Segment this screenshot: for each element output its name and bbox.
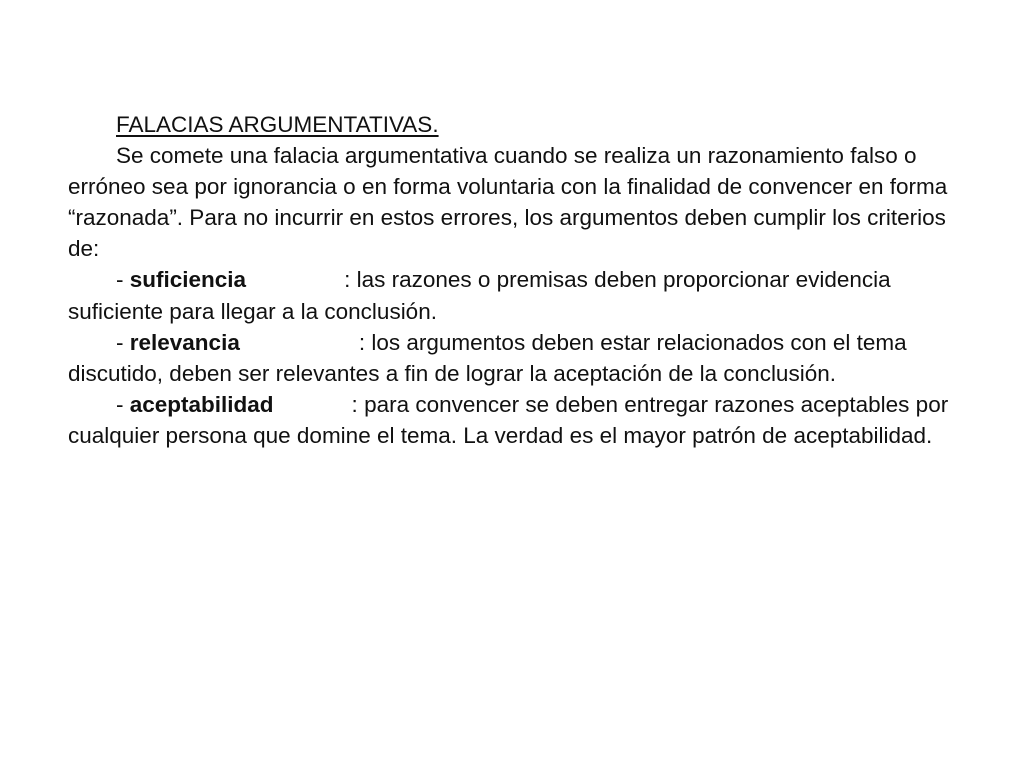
criterion-term: relevancia bbox=[129, 329, 240, 355]
criterion-prefix: - bbox=[116, 267, 130, 293]
criterion-prefix: - bbox=[116, 391, 130, 417]
criterion-term: suficiencia bbox=[129, 267, 247, 293]
criterion-suficiencia bbox=[68, 264, 968, 326]
criterion-separator: : bbox=[358, 329, 372, 355]
slide-title-paragraph bbox=[68, 109, 968, 140]
criterion-term: aceptabilidad bbox=[129, 391, 274, 417]
criterion-relevancia bbox=[68, 327, 968, 389]
intro-paragraph: Se comete una falacia argumentativa cuando se realiza un razonamiento falso o erróneo sea por ignorancia o en forma voluntaria con la finalidad de convencer en forma “razonada”. Para no incurrir en estos errores, los argumentos deben cumplir los criterios de: bbox=[68, 143, 948, 262]
slide-body bbox=[68, 109, 968, 451]
criterion-description: las razones o premisas deben proporcionar evidencia suficiente para llegar a la conclusión. bbox=[68, 267, 891, 324]
criterion-separator: : bbox=[344, 267, 357, 293]
criterion-prefix: - bbox=[116, 329, 130, 355]
criterion-aceptabilidad bbox=[68, 389, 968, 451]
criterion-description: los argumentos deben estar relacionados con el tema discutido, deben ser relevantes a fin de lograr la aceptación de la conclusión. bbox=[68, 329, 907, 386]
criterion-description: para convencer se deben entregar razones aceptables por cualquier persona que domine el tema. La verdad es el mayor patrón de aceptabilidad. bbox=[68, 391, 949, 448]
criterion-separator: : bbox=[351, 391, 365, 417]
slide-title: FALACIAS ARGUMENTATIVAS. bbox=[116, 112, 439, 137]
